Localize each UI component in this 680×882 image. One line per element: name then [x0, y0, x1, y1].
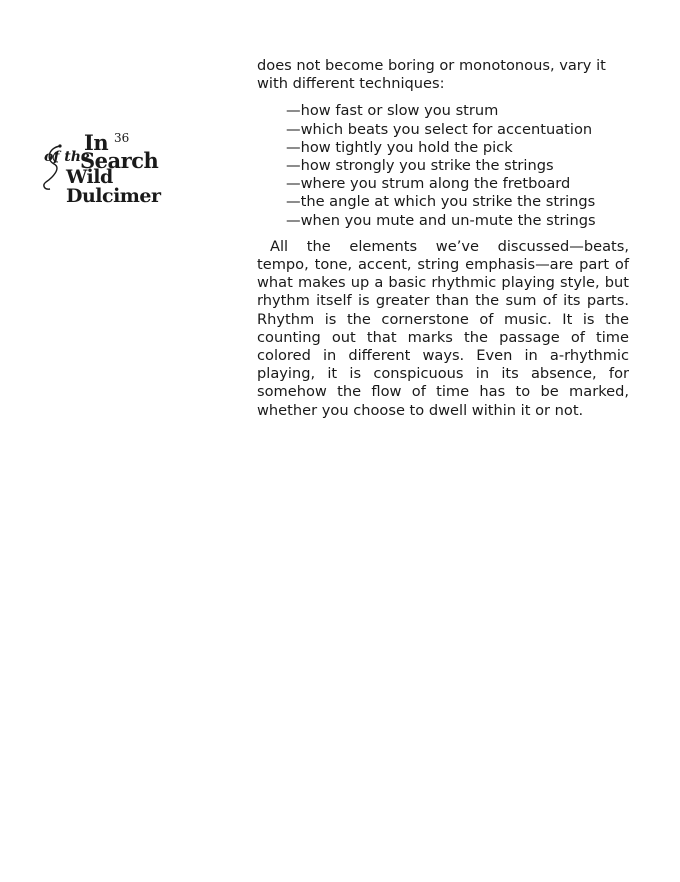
running-head-wild-dulcimer: Wild Dulcimer — [66, 166, 161, 207]
list-item: —how tightly you hold the pick — [286, 138, 513, 156]
running-head-logo — [40, 128, 190, 207]
running-head-of-the: of the — [44, 149, 90, 165]
running-head-in: In — [84, 130, 109, 155]
running-head-search: Search — [80, 148, 159, 173]
list-item: —where you strum along the fretboard — [286, 175, 571, 193]
page-number: 36 — [114, 131, 130, 145]
intro-paragraph: does not become boring or monotonous, vary it with different techniques: — [257, 57, 606, 93]
list-item: —how strongly you strike the strings — [286, 157, 554, 175]
list-item: —when you mute and un-mute the strings — [286, 211, 596, 229]
list-item: —the angle at which you strike the strings — [286, 193, 596, 211]
main-text-column — [257, 57, 629, 420]
list-item: —how fast or slow you strum — [286, 102, 499, 120]
list-item: —which beats you select for accentuation — [286, 120, 593, 138]
closing-paragraph: All the elements we’ve discussed—beats, tempo, tone, accent, string emphasis—are part of what makes up a basic rhythmic playing style, but rhythm itself is greater than the sum of its parts. Rhythm is the cornerstone of music. It is the counting out that marks the passage of time colored in different ways. Even in a-rhythmic playing, it is conspicuous in its absence, for somehow the flow of time has to be marked, whether you choose to dwell within it or not. — [257, 237, 629, 419]
technique-list — [257, 102, 629, 229]
